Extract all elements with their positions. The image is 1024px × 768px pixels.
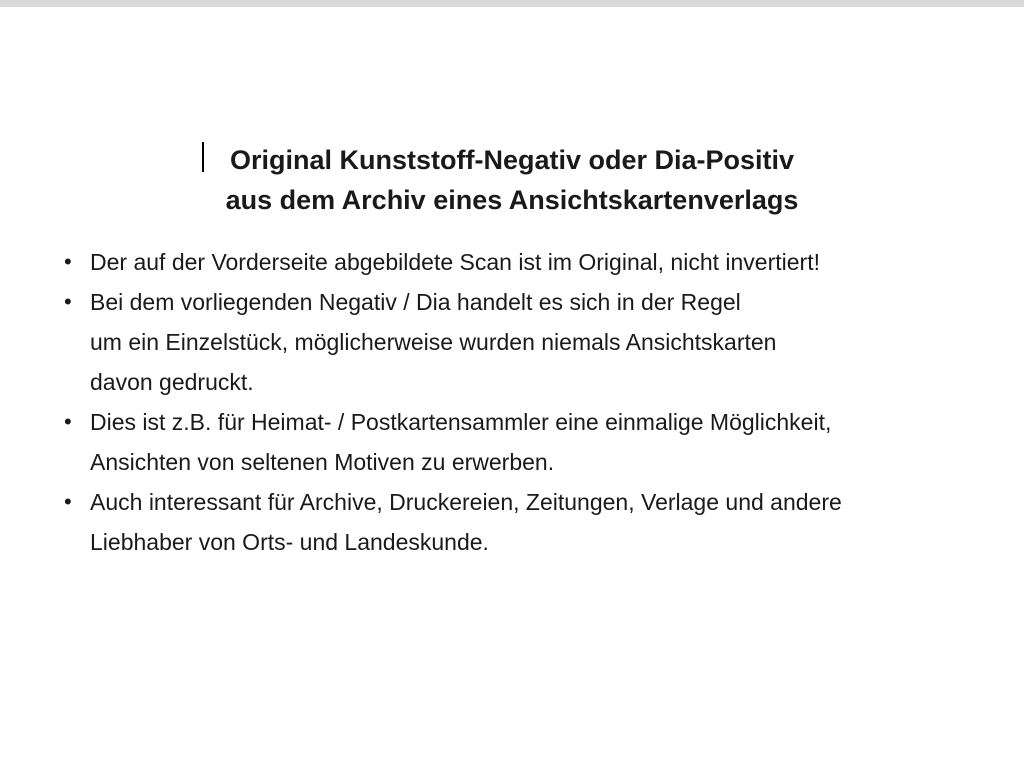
bullet-dot-icon: • [64, 409, 72, 434]
list-item-line: Ansichten von seltenen Motiven zu erwerben. [90, 449, 555, 475]
top-edge-band [0, 0, 1024, 7]
list-item-line: Liebhaber von Orts- und Landeskunde. [90, 529, 489, 555]
bullet-dot-icon: • [64, 249, 72, 274]
text-caret [202, 142, 204, 172]
list-item-line: davon gedruckt. [90, 369, 254, 395]
list-item-line: um ein Einzelstück, möglicherweise wurden niemals Ansichtskarten [90, 329, 777, 355]
list-item-line: Auch interessant für Archive, Druckereien, Zeitungen, Verlage und andere [90, 489, 842, 515]
page-title-line-2: aus dem Archiv eines Ansichtskartenverlags [225, 185, 799, 215]
document-content [0, 140, 1024, 562]
list-item-line: Der auf der Vorderseite abgebildete Scan ist im Original, nicht invertiert! [90, 249, 820, 275]
list-item-line: Dies ist z.B. für Heimat- / Postkartensammler eine einmalige Möglichkeit, [90, 409, 832, 435]
page-title-line-1: Original Kunststoff-Negativ oder Dia-Positiv [229, 145, 795, 175]
bullet-dot-icon: • [64, 289, 72, 314]
page-title [0, 140, 1024, 220]
bullet-list [0, 242, 1024, 562]
bullet-dot-icon: • [64, 489, 72, 514]
list-item-line: Bei dem vorliegenden Negativ / Dia handelt es sich in der Regel [90, 289, 741, 315]
list-item [58, 242, 984, 282]
list-item [58, 402, 984, 482]
list-item [58, 282, 984, 402]
list-item [58, 482, 984, 562]
